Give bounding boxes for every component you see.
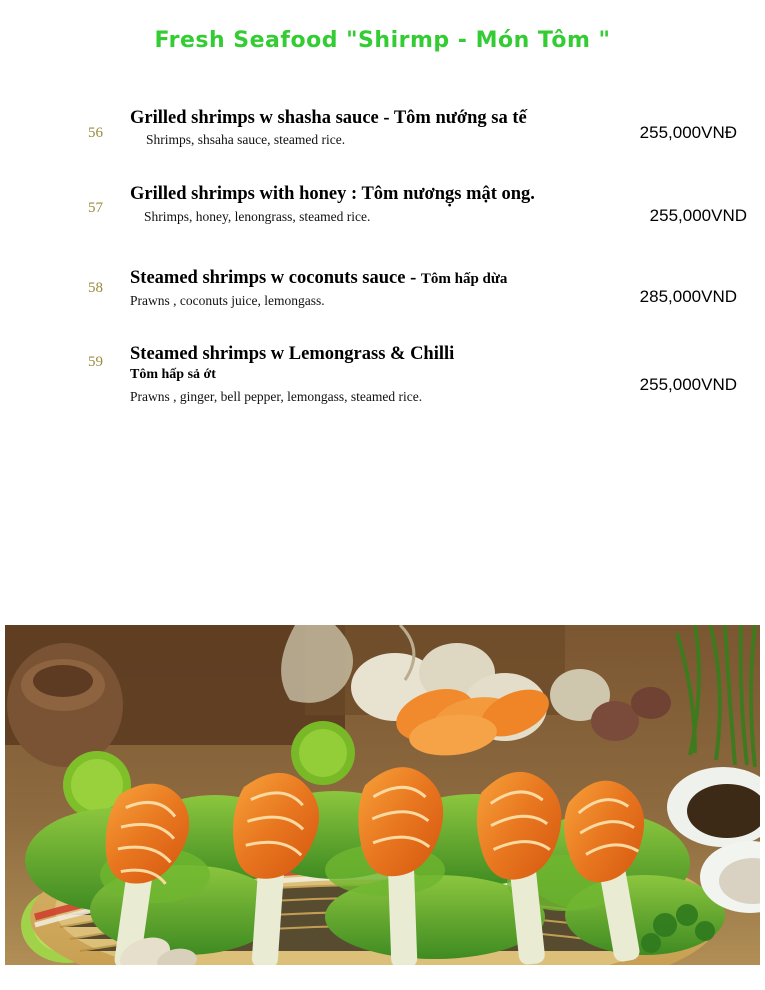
item-body	[130, 108, 590, 148]
dish-photo-illustration	[5, 625, 760, 965]
item-number: 57	[88, 200, 103, 216]
item-name: Grilled shrimps with honey : Tôm nương̣s mật ong.	[130, 184, 535, 204]
menu-item	[0, 108, 765, 184]
item-name	[130, 268, 590, 289]
item-number: 56	[88, 125, 103, 141]
item-description: Prawns , coconuts juice, lemongass.	[130, 293, 325, 309]
item-description: Prawns , ginger, bell pepper, lemongass, steamed rice.	[130, 389, 423, 405]
item-body	[130, 184, 590, 225]
page-title: Fresh Seafood "Shirmp - Món Tôm "	[154, 28, 611, 53]
item-name: Grilled shrimps w shasha sauce - Tôm nướng sa tế	[130, 108, 527, 128]
item-description: Shrimps, honey, lenongrass, steamed rice.	[144, 209, 371, 225]
item-price: 255,000VND	[639, 375, 737, 394]
item-number: 58	[88, 280, 103, 296]
item-number: 59	[88, 354, 103, 370]
menu-item-list	[0, 108, 765, 434]
menu-item	[0, 344, 765, 434]
item-body	[130, 268, 590, 309]
item-body	[130, 344, 590, 405]
item-price: 255,000VND	[649, 206, 747, 225]
item-description: Shrimps, shsaha sauce, steamed rice.	[146, 132, 346, 148]
dish-photo	[5, 625, 760, 965]
item-price: 285,000VND	[639, 287, 737, 306]
item-price: 255,000VNĐ	[639, 123, 737, 142]
item-subtitle: Tôm hấp sả ớt	[130, 367, 216, 383]
menu-item	[0, 184, 765, 268]
item-name-main: Steamed shrimps w coconuts sauce -	[130, 268, 421, 288]
item-name-vietnamese: Tôm hấp dừa	[420, 271, 508, 287]
item-name: Steamed shrimps w Lemongrass & Chilli	[130, 344, 455, 364]
menu-item	[0, 268, 765, 344]
